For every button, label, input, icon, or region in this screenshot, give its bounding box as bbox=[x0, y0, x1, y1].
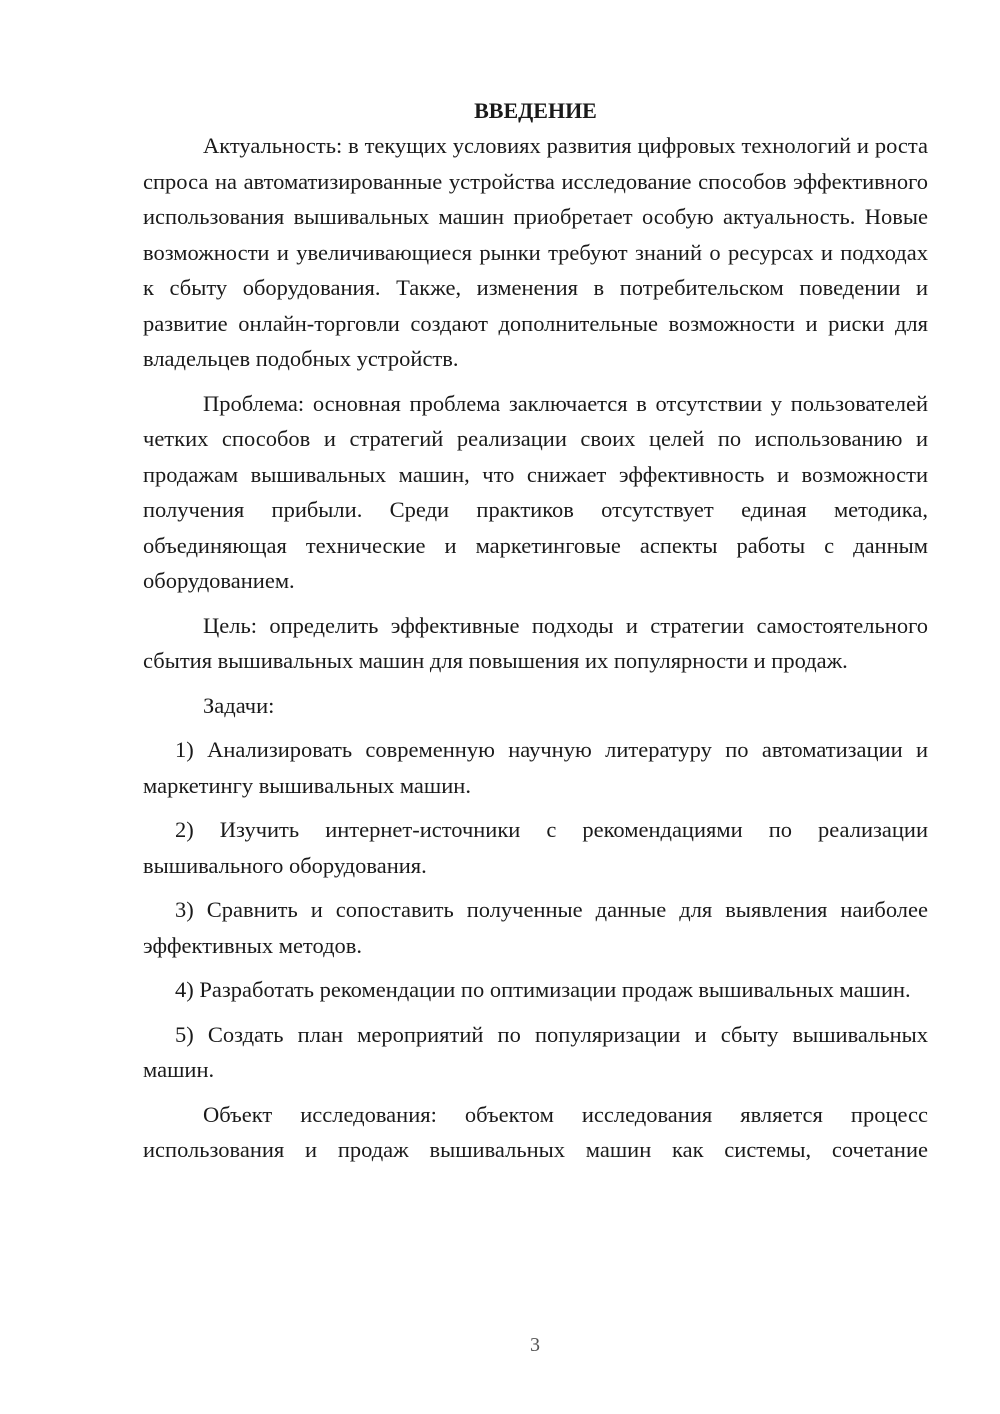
section-heading: ВВЕДЕНИЕ bbox=[474, 98, 597, 123]
relevance-paragraph: Актуальность: в текущих условиях развития цифровых технологий и роста спроса на автоматизированные устройства исследование способов эффективного использования вышивальных машин приобретает особую актуальность. Новые возможности и увеличивающиеся рынки требуют знаний о ресурсах и подходах к сбыту оборудования. Также, изменения в потребительском поведении и развитие онлайн-торговли создают дополнительные возможности и риски для владельцев подобных устройств. bbox=[143, 133, 928, 371]
object-paragraph: Объект исследования: объектом исследования является процесс использования и продаж вышивальных машин как системы, сочетание bbox=[143, 1101, 928, 1162]
task-item: 2) Изучить интернет-источники с рекомендациями по реализации вышивального оборудования. bbox=[143, 817, 928, 878]
task-item: 1) Анализировать современную научную литературу по автоматизации и маркетингу вышивальных машин. bbox=[143, 737, 928, 798]
goal-paragraph: Цель: определить эффективные подходы и стратегии самостоятельного сбытия вышивальных машин для повышения их популярности и продаж. bbox=[143, 612, 928, 673]
page-number: 3 bbox=[530, 1334, 540, 1356]
task-item: 3) Сравнить и сопоставить полученные данные для выявления наиболее эффективных методов. bbox=[143, 897, 928, 958]
task-item: 5) Создать план мероприятий по популяризации и сбыту вышивальных машин. bbox=[143, 1021, 928, 1082]
task-item: 4) Разработать рекомендации по оптимизации продаж вышивальных машин. bbox=[175, 977, 911, 1002]
tasks-label: Задачи: bbox=[203, 692, 275, 718]
problem-paragraph: Проблема: основная проблема заключается в отсутствии у пользователей четких способов и стратегий реализации своих целей по использованию и продажам вышивальных машин, что снижает эффективность и возможности получения прибыли. Среди практиков отсутствует единая методика, объединяющая технические и маркетинговые аспекты работы с данным оборудованием. bbox=[143, 390, 928, 593]
document-page bbox=[143, 96, 928, 1177]
